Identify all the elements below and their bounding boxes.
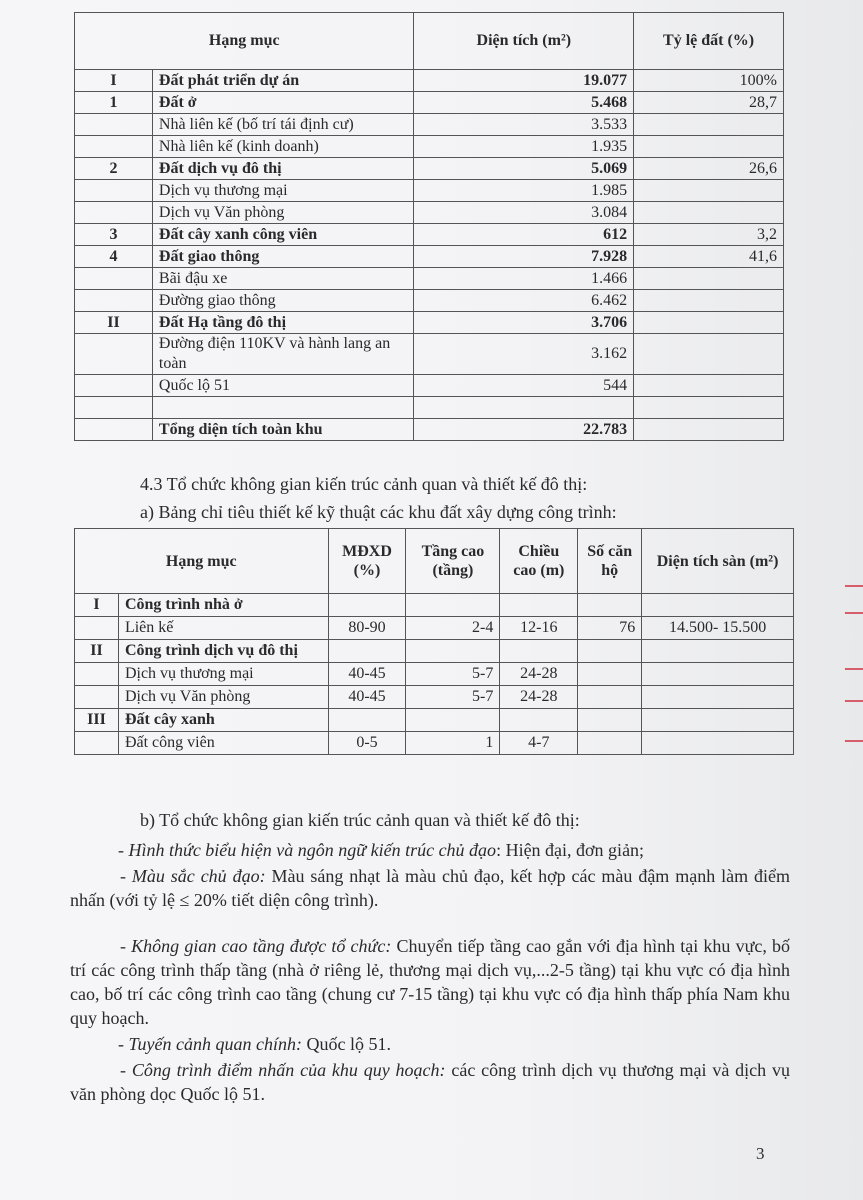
row-name: Liên kế (118, 617, 328, 640)
header-tang-cao: Tầng cao (tầng) (406, 529, 500, 594)
row-number (75, 617, 119, 640)
row-floor-area (642, 640, 794, 663)
row-height: 24-28 (500, 663, 578, 686)
margin-mark (845, 700, 863, 702)
row-name: Đất Hạ tầng đô thị (152, 312, 414, 334)
paragraph (118, 838, 768, 862)
row-area: 22.783 (414, 419, 634, 441)
row-mdxd: 40-45 (328, 663, 406, 686)
table-row (75, 663, 794, 686)
row-area: 6.462 (414, 290, 634, 312)
table-row (75, 334, 784, 375)
row-name: Quốc lộ 51 (152, 375, 414, 397)
row-number (75, 202, 153, 224)
subheading-b: b) Tổ chức không gian kiến trúc cảnh quan và thiết kế đô thị: (140, 810, 580, 830)
paragraph-label: - Công trình điểm nhấn của khu quy hoạch: (120, 1060, 446, 1080)
row-mdxd: 40-45 (328, 686, 406, 709)
table-row (75, 158, 784, 180)
table-row (75, 92, 784, 114)
row-name (152, 397, 414, 419)
row-percent: 41,6 (634, 246, 784, 268)
row-floors (406, 709, 500, 732)
row-area: 5.468 (414, 92, 634, 114)
row-name: Dịch vụ Văn phòng (152, 202, 414, 224)
row-units (578, 594, 642, 617)
row-name: Nhà liên kế (kinh doanh) (152, 136, 414, 158)
row-number (75, 136, 153, 158)
row-percent (634, 312, 784, 334)
row-name: Dịch vụ thương mại (118, 663, 328, 686)
row-percent: 100% (634, 70, 784, 92)
header-ty-le: Tỷ lệ đất (%) (634, 13, 784, 70)
row-height: 24-28 (500, 686, 578, 709)
row-name: Đất ở (152, 92, 414, 114)
row-name: Đường điện 110KV và hành lang an toàn (152, 334, 414, 375)
land-use-table (74, 12, 784, 441)
row-percent: 3,2 (634, 224, 784, 246)
table-row (75, 312, 784, 334)
row-area: 19.077 (414, 70, 634, 92)
row-name: Dịch vụ Văn phòng (118, 686, 328, 709)
header-dien-tich: Diện tích (m²) (414, 13, 634, 70)
row-name: Đất cây xanh công viên (152, 224, 414, 246)
page-number: 3 (756, 1144, 765, 1163)
header-so-can-ho: Số căn hộ (578, 529, 642, 594)
row-height: 4-7 (500, 732, 578, 755)
paragraph-text: Chuyển tiếp tầng cao gắn với địa hình tại khu vực, bố trí các công trình thấp tầng (nhà ở riêng lẻ, thương mại dịch vụ,...2-5 tầng) tại khu vực có địa hình cao, bố trí các công trình cao tầng (chung cư 7-15 tầng) tại khu vực có địa hình thấp phía Nam khu quy hoạch. (70, 936, 790, 1028)
row-floors (406, 640, 500, 663)
row-name: Đất giao thông (152, 246, 414, 268)
row-number: III (75, 709, 119, 732)
paragraph-text: Quốc lộ 51. (301, 1034, 391, 1054)
table-row (75, 594, 794, 617)
margin-mark (845, 740, 863, 742)
row-percent (634, 334, 784, 375)
row-area: 1.935 (414, 136, 634, 158)
table-row (75, 397, 784, 419)
row-number: 3 (75, 224, 153, 246)
row-percent (634, 136, 784, 158)
margin-mark (845, 668, 863, 670)
header-mdxd: MĐXD (%) (328, 529, 406, 594)
table-row (75, 246, 784, 268)
table-row (75, 419, 784, 441)
row-floor-area (642, 594, 794, 617)
row-units (578, 686, 642, 709)
table-row (75, 70, 784, 92)
row-number (75, 397, 153, 419)
row-floors: 1 (406, 732, 500, 755)
row-area (414, 397, 634, 419)
row-name: Công trình nhà ở (118, 594, 328, 617)
row-percent (634, 375, 784, 397)
table-row (75, 290, 784, 312)
row-units: 76 (578, 617, 642, 640)
header-hang-muc: Hạng mục (75, 529, 329, 594)
row-height (500, 709, 578, 732)
paragraph (70, 864, 790, 912)
row-height (500, 594, 578, 617)
row-number (75, 732, 119, 755)
row-number (75, 663, 119, 686)
table-row (75, 709, 794, 732)
row-area: 7.928 (414, 246, 634, 268)
row-name: Đất dịch vụ đô thị (152, 158, 414, 180)
row-units (578, 732, 642, 755)
table-row (75, 268, 784, 290)
table-header-row (75, 529, 794, 594)
table-header-row (75, 13, 784, 70)
row-percent (634, 114, 784, 136)
row-area: 1.985 (414, 180, 634, 202)
paragraph-text: các công trình dịch vụ thương mại và dịch vụ văn phòng dọc Quốc lộ 51. (70, 1060, 790, 1104)
row-name: Đường giao thông (152, 290, 414, 312)
row-units (578, 663, 642, 686)
row-number (75, 114, 153, 136)
design-indicators-table (74, 528, 794, 755)
row-units (578, 709, 642, 732)
row-name: Dịch vụ thương mại (152, 180, 414, 202)
row-number: II (75, 312, 153, 334)
row-number (75, 375, 153, 397)
margin-mark (845, 612, 863, 614)
table-row (75, 180, 784, 202)
row-number: 1 (75, 92, 153, 114)
row-name: Bãi đậu xe (152, 268, 414, 290)
table-row (75, 224, 784, 246)
row-area: 3.533 (414, 114, 634, 136)
row-number (75, 334, 153, 375)
table-row (75, 136, 784, 158)
row-percent (634, 202, 784, 224)
table-row (75, 202, 784, 224)
row-floors (406, 594, 500, 617)
row-percent (634, 290, 784, 312)
header-chieu-cao: Chiều cao (m) (500, 529, 578, 594)
row-number: 2 (75, 158, 153, 180)
row-number (75, 268, 153, 290)
row-area: 3.706 (414, 312, 634, 334)
table-row (75, 732, 794, 755)
row-mdxd: 0-5 (328, 732, 406, 755)
row-units (578, 640, 642, 663)
row-floors: 5-7 (406, 663, 500, 686)
row-number (75, 290, 153, 312)
row-height (500, 640, 578, 663)
row-floor-area (642, 709, 794, 732)
paragraph (118, 1032, 768, 1056)
row-number: I (75, 70, 153, 92)
row-percent (634, 268, 784, 290)
row-floor-area (642, 686, 794, 709)
row-percent (634, 397, 784, 419)
row-percent (634, 419, 784, 441)
paragraph-text: Màu sáng nhạt là màu chủ đạo, kết hợp các màu đậm mạnh làm điểm nhấn (với tỷ lệ ≤ 20% tiết diện công trình). (70, 866, 790, 910)
row-name: Công trình dịch vụ đô thị (118, 640, 328, 663)
row-area: 3.084 (414, 202, 634, 224)
subheading-a: a) Bảng chỉ tiêu thiết kế kỹ thuật các khu đất xây dựng công trình: (140, 502, 617, 522)
row-number (75, 180, 153, 202)
row-floor-area: 14.500- 15.500 (642, 617, 794, 640)
row-percent: 26,6 (634, 158, 784, 180)
row-mdxd (328, 594, 406, 617)
paragraph-label: - Tuyến cảnh quan chính: (118, 1034, 302, 1054)
row-name: Nhà liên kế (bố trí tái định cư) (152, 114, 414, 136)
row-floor-area (642, 732, 794, 755)
row-mdxd (328, 709, 406, 732)
paragraph-label: - Màu sắc chủ đạo: (120, 866, 266, 886)
row-floors: 5-7 (406, 686, 500, 709)
row-area: 612 (414, 224, 634, 246)
table-row (75, 114, 784, 136)
row-area: 1.466 (414, 268, 634, 290)
row-mdxd: 80-90 (328, 617, 406, 640)
table-row (75, 686, 794, 709)
row-area: 5.069 (414, 158, 634, 180)
row-number: 4 (75, 246, 153, 268)
row-name: Đất phát triển dự án (152, 70, 414, 92)
margin-mark (845, 585, 863, 587)
table-row (75, 640, 794, 663)
row-number (75, 419, 153, 441)
row-name: Đất công viên (118, 732, 328, 755)
row-number: II (75, 640, 119, 663)
row-area: 544 (414, 375, 634, 397)
table-row (75, 617, 794, 640)
paragraph (70, 934, 790, 1030)
row-percent (634, 180, 784, 202)
table-row (75, 375, 784, 397)
paragraph-text: : Hiện đại, đơn giản; (496, 840, 645, 860)
row-floor-area (642, 663, 794, 686)
paragraph-label: - Hình thức biểu hiện và ngôn ngữ kiến trúc chủ đạo (118, 840, 497, 860)
row-mdxd (328, 640, 406, 663)
row-area: 3.162 (414, 334, 634, 375)
header-hang-muc: Hạng mục (75, 13, 414, 70)
row-floors: 2-4 (406, 617, 500, 640)
row-percent: 28,7 (634, 92, 784, 114)
row-number: I (75, 594, 119, 617)
row-name: Đất cây xanh (118, 709, 328, 732)
paragraph (70, 1058, 790, 1106)
row-number (75, 686, 119, 709)
section-heading: 4.3 Tổ chức không gian kiến trúc cảnh quan và thiết kế đô thị: (140, 474, 588, 494)
row-name: Tổng diện tích toàn khu (152, 419, 414, 441)
paragraph-label: - Không gian cao tầng được tổ chức: (120, 936, 392, 956)
row-height: 12-16 (500, 617, 578, 640)
header-dien-tich-san: Diện tích sàn (m²) (642, 529, 794, 594)
